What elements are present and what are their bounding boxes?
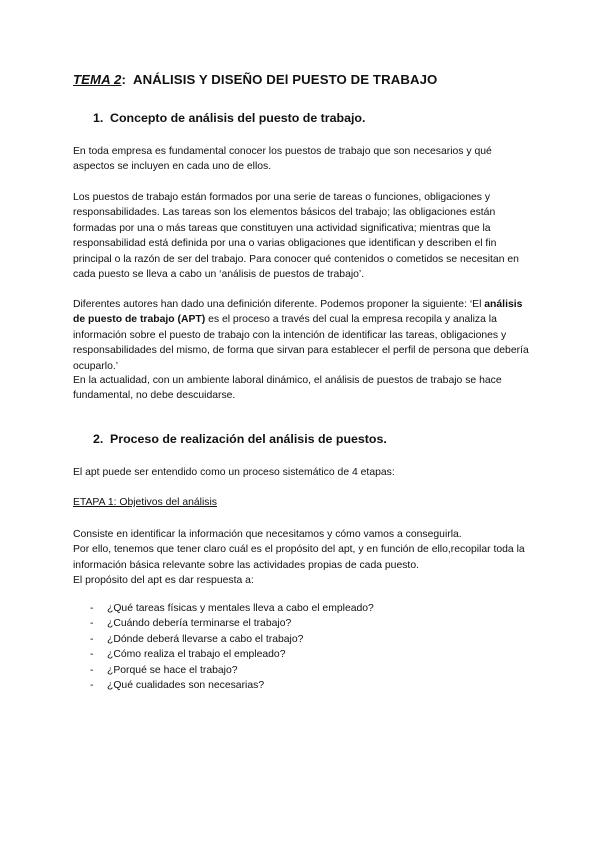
question-text: ¿Porqué se hace el trabajo? — [107, 664, 238, 676]
section-2-heading — [93, 432, 387, 446]
title-colon: : — [121, 72, 126, 87]
section-1-number: 1. — [93, 111, 104, 125]
list-dash: - — [90, 618, 94, 630]
section-1-paragraph-2: Los puestos de trabajo están formados por una serie de tareas o funciones, obligaciones y responsabilidades. Las tareas son los elementos básicos del trabajo; las obligaciones están formadas por una o más tareas que constituyen una actividad significativa; mientras que la responsabilidad está definida por una o varias obligaciones que identifican y describen el fin principal o la razón de ser del trabajo. Para conocer qué contenidos o cometidos se necesitan en cada puesto se lleva a cabo un ‘análisis de puestos de trabajo’. — [73, 192, 519, 281]
etapa-1-heading: ETAPA 1: Objetivos del análisis — [73, 497, 217, 508]
questions-list — [90, 601, 374, 693]
section-2-paragraph-1: El apt puede ser entendido como un proceso sistemático de 4 etapas: — [73, 467, 395, 478]
list-dash: - — [90, 649, 94, 661]
section-1-heading — [93, 111, 365, 125]
question-text: ¿Qué cualidades son necesarias? — [107, 680, 265, 692]
title-text: ANÁLISIS Y DISEÑO DEl PUESTO DE TRABAJO — [133, 72, 438, 87]
section-1-paragraph-3 — [73, 297, 533, 374]
apt-definition-body: es el proceso a través del cual la empresa recopila y analiza la información sobre el puesto de trabajo con la intención de identificar las tareas, obligaciones y responsabilidades del mismo, de forma que sirvan para establecer el perfil de persona que debería ocuparlo.’ — [73, 314, 529, 372]
question-text: ¿Qué tareas físicas y mentales lleva a cabo el empleado? — [107, 603, 374, 614]
purpose-line-3: El propósito del apt es dar respuesta a: — [73, 575, 254, 587]
list-dash: - — [90, 664, 94, 676]
list-item — [90, 663, 374, 678]
purpose-line-1: Consiste en identificar la información que necesitamos y cómo vamos a conseguirla. — [73, 529, 462, 540]
list-item — [90, 647, 374, 662]
question-text: ¿Cuándo debería terminarse el trabajo? — [107, 618, 292, 630]
question-text: ¿Dónde deberá llevarse a cabo el trabajo? — [107, 633, 304, 645]
section-1-paragraph-1: En toda empresa es fundamental conocer los puestos de trabajo que son necesarios y qué aspectos se incluyen en cada uno de ellos. — [73, 146, 492, 173]
list-dash: - — [90, 680, 94, 692]
list-item — [90, 678, 374, 693]
apt-definition-term: análisis de puesto de trabajo (APT) — [73, 299, 523, 326]
section-1-heading-text: Concepto de análisis del puesto de trabajo. — [110, 111, 366, 125]
list-item — [90, 616, 374, 631]
section-2-paragraph-2 — [73, 527, 533, 589]
section-2-heading-text: Proceso de realización del análisis de puestos. — [110, 432, 387, 446]
section-1-paragraph-4: En la actualidad, con un ambiente laboral dinámico, el análisis de puestos de trabajo se hace fundamental, no debe descuidarse. — [73, 375, 502, 402]
apt-definition-intro: Diferentes autores han dado una definición diferente. Podemos proponer la siguiente: ‘El — [73, 299, 485, 310]
list-dash: - — [90, 633, 94, 645]
question-text: ¿Cómo realiza el trabajo el empleado? — [107, 649, 286, 661]
list-dash: - — [90, 603, 94, 614]
title-tema-label: TEMA 2 — [73, 72, 122, 87]
list-item — [90, 632, 374, 647]
page-title — [73, 72, 437, 87]
section-2-number: 2. — [93, 432, 104, 446]
list-item — [90, 601, 374, 616]
purpose-line-2: Por ello, tenemos que tener claro cuál es el propósito del apt, y en función de ello,recopilar toda la información básica relevante sobre las actividades propias de cada puesto. — [73, 544, 525, 571]
